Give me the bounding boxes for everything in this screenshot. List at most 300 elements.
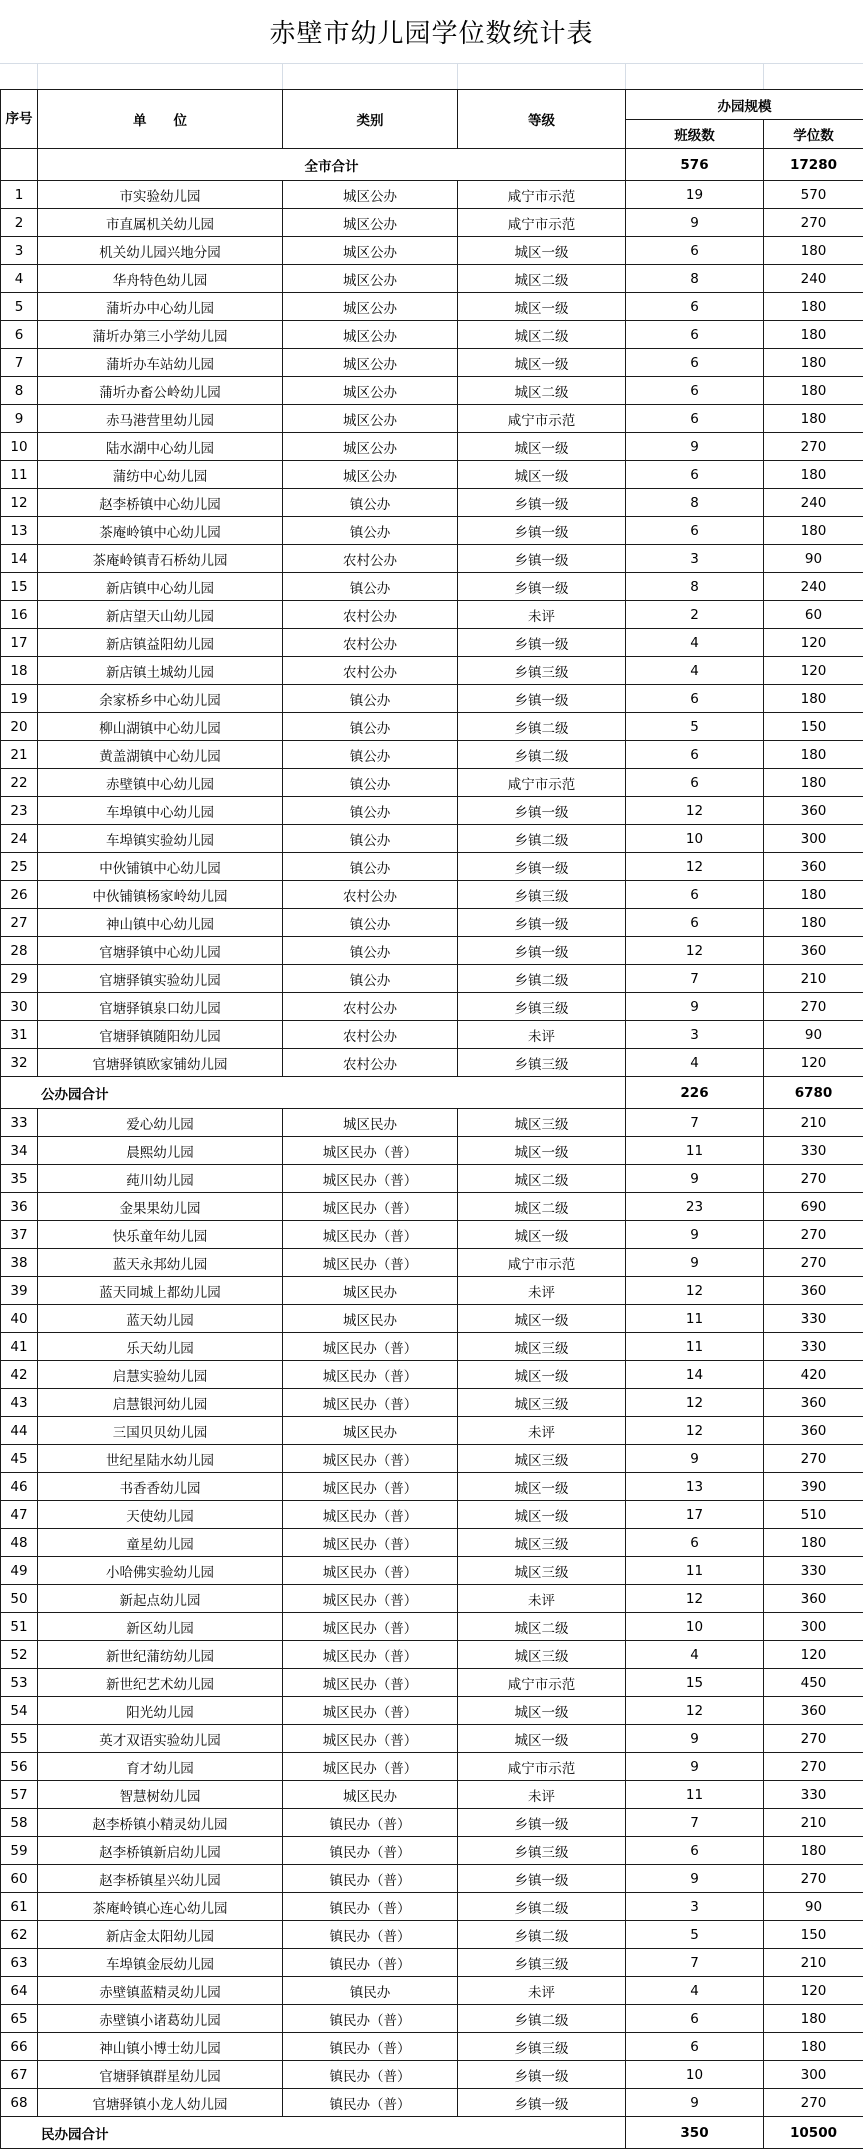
cell-seq: 21: [1, 741, 38, 769]
cell-seats: 330: [764, 1305, 863, 1333]
cell-seats: 180: [764, 517, 863, 545]
cell-seq: 8: [1, 377, 38, 405]
cell-unit: 天使幼儿园: [38, 1501, 283, 1529]
table-row: [1, 293, 863, 321]
cell-seq: 49: [1, 1557, 38, 1585]
cell-seats: 240: [764, 489, 863, 517]
table-row: [1, 657, 863, 685]
cell-seq: 65: [1, 2005, 38, 2033]
cell-seq: 2: [1, 209, 38, 237]
table-row: [1, 1417, 863, 1445]
cell-unit: 晨熙幼儿园: [38, 1137, 283, 1165]
cell-level: 乡镇三级: [458, 1949, 626, 1977]
table-row: [1, 1221, 863, 1249]
cell-seq: 19: [1, 685, 38, 713]
cell-unit: 市实验幼儿园: [38, 181, 283, 209]
private-total-row-label: 民办园合计: [1, 2117, 626, 2149]
cell-classes: 14: [626, 1361, 764, 1389]
cell-classes: 9: [626, 993, 764, 1021]
cell-type: 城区民办（普）: [283, 1445, 458, 1473]
cell-type: 农村公办: [283, 657, 458, 685]
cell-type: 农村公办: [283, 881, 458, 909]
cell-seats: 60: [764, 601, 863, 629]
cell-classes: 4: [626, 1977, 764, 2005]
cell-seats: 180: [764, 2005, 863, 2033]
cell-level: 乡镇一级: [458, 1865, 626, 1893]
cell-seats: 120: [764, 657, 863, 685]
cell-classes: 9: [626, 1725, 764, 1753]
city-total-row: [1, 149, 863, 181]
cell-unit: 官塘驿镇中心幼儿园: [38, 937, 283, 965]
cell-level: 城区一级: [458, 293, 626, 321]
table-row: [1, 1613, 863, 1641]
cell-seats: 690: [764, 1193, 863, 1221]
cell-classes: 10: [626, 1613, 764, 1641]
table-row: [1, 2089, 863, 2117]
cell-seq: 25: [1, 853, 38, 881]
cell-classes: 13: [626, 1473, 764, 1501]
cell-unit: 赤壁镇中心幼儿园: [38, 769, 283, 797]
table-row: [1, 2005, 863, 2033]
cell-type: 镇民办（普）: [283, 2033, 458, 2061]
cell-level: 城区一级: [458, 1221, 626, 1249]
cell-seats: 420: [764, 1361, 863, 1389]
public-total-row: [1, 1077, 863, 1109]
cell-unit: 官塘驿镇实验幼儿园: [38, 965, 283, 993]
cell-level: 未评: [458, 601, 626, 629]
cell-seq: 17: [1, 629, 38, 657]
cell-seats: 360: [764, 1389, 863, 1417]
cell-seats: 240: [764, 265, 863, 293]
cell-classes: 6: [626, 909, 764, 937]
table-row: [1, 1193, 863, 1221]
cell-classes: 11: [626, 1333, 764, 1361]
cell-unit: 官塘驿镇群星幼儿园: [38, 2061, 283, 2089]
cell-classes: 10: [626, 2061, 764, 2089]
cell-level: 咸宁市示范: [458, 209, 626, 237]
table-row: [1, 965, 863, 993]
cell-level: 城区三级: [458, 1557, 626, 1585]
cell-unit: 新店金太阳幼儿园: [38, 1921, 283, 1949]
cell-unit: 中伙铺镇中心幼儿园: [38, 853, 283, 881]
cell-unit: 新起点幼儿园: [38, 1585, 283, 1613]
cell-seq: 60: [1, 1865, 38, 1893]
table-row: [1, 685, 863, 713]
cell-level: 乡镇二级: [458, 825, 626, 853]
table-row: [1, 265, 863, 293]
cell-unit: 蒲圻办中心幼儿园: [38, 293, 283, 321]
cell-type: 镇民办（普）: [283, 2061, 458, 2089]
cell-type: 镇公办: [283, 517, 458, 545]
cell-unit: 陆水湖中心幼儿园: [38, 433, 283, 461]
cell-seq: 61: [1, 1893, 38, 1921]
public-total-row-classes: 226: [626, 1077, 764, 1109]
cell-seats: 180: [764, 909, 863, 937]
table-row: [1, 1753, 863, 1781]
cell-seq: 58: [1, 1809, 38, 1837]
cell-seats: 330: [764, 1333, 863, 1361]
cell-classes: 6: [626, 517, 764, 545]
cell-seats: 210: [764, 1949, 863, 1977]
cell-seats: 150: [764, 713, 863, 741]
cell-seats: 360: [764, 853, 863, 881]
cell-classes: 9: [626, 433, 764, 461]
cell-seats: 180: [764, 685, 863, 713]
cell-type: 城区公办: [283, 265, 458, 293]
cell-seq: 14: [1, 545, 38, 573]
cell-seq: 33: [1, 1109, 38, 1137]
cell-level: 乡镇二级: [458, 1893, 626, 1921]
cell-unit: 神山镇中心幼儿园: [38, 909, 283, 937]
cell-type: 城区民办: [283, 1781, 458, 1809]
cell-seq: 6: [1, 321, 38, 349]
cell-type: 镇公办: [283, 769, 458, 797]
cell-seats: 180: [764, 405, 863, 433]
cell-type: 镇公办: [283, 489, 458, 517]
cell-classes: 7: [626, 1109, 764, 1137]
cell-type: 镇公办: [283, 825, 458, 853]
cell-unit: 赵李桥镇小精灵幼儿园: [38, 1809, 283, 1837]
cell-classes: 15: [626, 1669, 764, 1697]
cell-level: 乡镇三级: [458, 2033, 626, 2061]
spacer-cell: [625, 63, 764, 89]
table-row: [1, 1809, 863, 1837]
cell-type: 城区公办: [283, 377, 458, 405]
cell-unit: 爱心幼儿园: [38, 1109, 283, 1137]
cell-type: 农村公办: [283, 1021, 458, 1049]
cell-type: 镇公办: [283, 685, 458, 713]
cell-seats: 180: [764, 237, 863, 265]
table-row: [1, 1473, 863, 1501]
cell-type: 城区公办: [283, 321, 458, 349]
table-row: [1, 881, 863, 909]
cell-level: 未评: [458, 1417, 626, 1445]
cell-level: 乡镇二级: [458, 965, 626, 993]
cell-unit: 新店望天山幼儿园: [38, 601, 283, 629]
cell-level: 咸宁市示范: [458, 1669, 626, 1697]
table-row: [1, 1361, 863, 1389]
cell-unit: 蒲圻办第三小学幼儿园: [38, 321, 283, 349]
cell-classes: 12: [626, 1417, 764, 1445]
cell-unit: 新世纪艺术幼儿园: [38, 1669, 283, 1697]
spacer-cell: [457, 63, 626, 89]
cell-seq: 12: [1, 489, 38, 517]
cell-seats: 510: [764, 1501, 863, 1529]
cell-unit: 赵李桥镇中心幼儿园: [38, 489, 283, 517]
table-row: [1, 405, 863, 433]
cell-level: 城区一级: [458, 1501, 626, 1529]
table-row: [1, 993, 863, 1021]
cell-unit: 赤马港营里幼儿园: [38, 405, 283, 433]
cell-classes: 3: [626, 1893, 764, 1921]
cell-unit: 新店镇土城幼儿园: [38, 657, 283, 685]
stats-table: [0, 89, 863, 2149]
cell-level: 城区一级: [458, 1137, 626, 1165]
cell-classes: 6: [626, 461, 764, 489]
cell-level: 乡镇二级: [458, 2005, 626, 2033]
cell-seq: 68: [1, 2089, 38, 2117]
cell-seq: 9: [1, 405, 38, 433]
table-row: [1, 1021, 863, 1049]
cell-classes: 11: [626, 1305, 764, 1333]
cell-seq: 18: [1, 657, 38, 685]
cell-seq: 51: [1, 1613, 38, 1641]
table-row: [1, 1725, 863, 1753]
cell-level: 城区一级: [458, 1697, 626, 1725]
spacer-cell: [0, 63, 38, 89]
empty-cell: [1, 149, 38, 181]
cell-seq: 5: [1, 293, 38, 321]
table-row: [1, 769, 863, 797]
table-row: [1, 1585, 863, 1613]
cell-classes: 4: [626, 1641, 764, 1669]
cell-seq: 1: [1, 181, 38, 209]
cell-seq: 39: [1, 1277, 38, 1305]
cell-level: 乡镇一级: [458, 853, 626, 881]
cell-seats: 90: [764, 1893, 863, 1921]
table-row: [1, 1333, 863, 1361]
cell-type: 城区民办（普）: [283, 1473, 458, 1501]
cell-level: 城区一级: [458, 433, 626, 461]
cell-seats: 270: [764, 209, 863, 237]
table-row: [1, 461, 863, 489]
cell-seq: 36: [1, 1193, 38, 1221]
cell-type: 镇公办: [283, 573, 458, 601]
cell-unit: 市直属机关幼儿园: [38, 209, 283, 237]
cell-unit: 新世纪蒲纺幼儿园: [38, 1641, 283, 1669]
cell-seats: 210: [764, 965, 863, 993]
cell-classes: 4: [626, 657, 764, 685]
cell-type: 城区公办: [283, 405, 458, 433]
cell-seq: 37: [1, 1221, 38, 1249]
cell-type: 镇公办: [283, 909, 458, 937]
cell-seats: 180: [764, 293, 863, 321]
cell-seq: 11: [1, 461, 38, 489]
cell-seats: 180: [764, 769, 863, 797]
cell-level: 乡镇三级: [458, 993, 626, 1021]
cell-type: 城区民办（普）: [283, 1557, 458, 1585]
table-row: [1, 1697, 863, 1725]
table-row: [1, 825, 863, 853]
cell-level: 乡镇一级: [458, 937, 626, 965]
cell-classes: 6: [626, 377, 764, 405]
cell-level: 城区一级: [458, 1473, 626, 1501]
cell-seats: 240: [764, 573, 863, 601]
cell-type: 城区民办: [283, 1305, 458, 1333]
table-row: [1, 1949, 863, 1977]
cell-seats: 120: [764, 1049, 863, 1077]
cell-type: 城区民办（普）: [283, 1613, 458, 1641]
cell-unit: 蒲圻办畜公岭幼儿园: [38, 377, 283, 405]
table-row: [1, 1501, 863, 1529]
cell-type: 城区民办（普）: [283, 1249, 458, 1277]
cell-type: 城区民办（普）: [283, 1725, 458, 1753]
cell-classes: 9: [626, 1221, 764, 1249]
cell-seq: 31: [1, 1021, 38, 1049]
cell-classes: 3: [626, 545, 764, 573]
cell-type: 城区民办: [283, 1417, 458, 1445]
table-row: [1, 1641, 863, 1669]
cell-level: 城区三级: [458, 1529, 626, 1557]
cell-seats: 270: [764, 1725, 863, 1753]
title-text: 赤壁市幼儿园学位数统计表: [269, 19, 594, 49]
cell-seats: 270: [764, 1165, 863, 1193]
cell-level: 乡镇三级: [458, 881, 626, 909]
cell-seq: 20: [1, 713, 38, 741]
cell-seq: 59: [1, 1837, 38, 1865]
cell-level: 城区一级: [458, 461, 626, 489]
cell-level: 城区三级: [458, 1445, 626, 1473]
cell-seq: 38: [1, 1249, 38, 1277]
cell-level: 城区一级: [458, 1725, 626, 1753]
table-row: [1, 237, 863, 265]
cell-type: 农村公办: [283, 601, 458, 629]
cell-unit: 新区幼儿园: [38, 1613, 283, 1641]
table-row: [1, 321, 863, 349]
cell-type: 镇公办: [283, 965, 458, 993]
cell-seq: 28: [1, 937, 38, 965]
cell-seats: 180: [764, 461, 863, 489]
cell-unit: 车埠镇实验幼儿园: [38, 825, 283, 853]
cell-level: 乡镇一级: [458, 2089, 626, 2117]
cell-seats: 120: [764, 1977, 863, 2005]
cell-seats: 180: [764, 349, 863, 377]
cell-unit: 智慧树幼儿园: [38, 1781, 283, 1809]
cell-unit: 蓝天永邦幼儿园: [38, 1249, 283, 1277]
cell-seq: 23: [1, 797, 38, 825]
cell-unit: 三国贝贝幼儿园: [38, 1417, 283, 1445]
cell-classes: 6: [626, 881, 764, 909]
table-row: [1, 1049, 863, 1077]
cell-type: 镇民办（普）: [283, 1949, 458, 1977]
cell-seq: 32: [1, 1049, 38, 1077]
cell-seats: 120: [764, 629, 863, 657]
cell-level: 乡镇三级: [458, 657, 626, 685]
cell-unit: 世纪星陆水幼儿园: [38, 1445, 283, 1473]
cell-seq: 52: [1, 1641, 38, 1669]
cell-type: 农村公办: [283, 1049, 458, 1077]
cell-type: 镇民办（普）: [283, 1837, 458, 1865]
cell-seats: 360: [764, 937, 863, 965]
table-row: [1, 1837, 863, 1865]
cell-seats: 450: [764, 1669, 863, 1697]
cell-seats: 180: [764, 741, 863, 769]
cell-seq: 57: [1, 1781, 38, 1809]
cell-type: 镇公办: [283, 741, 458, 769]
cell-level: 城区一级: [458, 1361, 626, 1389]
cell-classes: 10: [626, 825, 764, 853]
cell-unit: 赤壁镇小诸葛幼儿园: [38, 2005, 283, 2033]
cell-level: 未评: [458, 1021, 626, 1049]
table-row: [1, 909, 863, 937]
cell-unit: 中伙铺镇杨家岭幼儿园: [38, 881, 283, 909]
table-row: [1, 209, 863, 237]
cell-level: 咸宁市示范: [458, 181, 626, 209]
table-row: [1, 349, 863, 377]
cell-seats: 360: [764, 1585, 863, 1613]
table-row: [1, 1137, 863, 1165]
cell-classes: 6: [626, 1837, 764, 1865]
cell-seq: 44: [1, 1417, 38, 1445]
cell-seq: 30: [1, 993, 38, 1021]
cell-level: 未评: [458, 1585, 626, 1613]
cell-classes: 5: [626, 713, 764, 741]
cell-unit: 莼川幼儿园: [38, 1165, 283, 1193]
cell-classes: 7: [626, 1809, 764, 1837]
cell-seq: 41: [1, 1333, 38, 1361]
cell-classes: 11: [626, 1137, 764, 1165]
cell-type: 农村公办: [283, 993, 458, 1021]
cell-seats: 210: [764, 1109, 863, 1137]
table-row: [1, 937, 863, 965]
header-level: 等级: [458, 90, 626, 149]
cell-unit: 官塘驿镇欧家铺幼儿园: [38, 1049, 283, 1077]
table-row: [1, 741, 863, 769]
cell-seats: 300: [764, 825, 863, 853]
cell-classes: 8: [626, 573, 764, 601]
header-classes: 班级数: [626, 120, 764, 149]
cell-classes: 6: [626, 1529, 764, 1557]
cell-type: 镇民办: [283, 1977, 458, 2005]
table-row: [1, 797, 863, 825]
cell-level: 城区三级: [458, 1641, 626, 1669]
cell-classes: 17: [626, 1501, 764, 1529]
cell-level: 乡镇一级: [458, 909, 626, 937]
cell-unit: 启慧银河幼儿园: [38, 1389, 283, 1417]
cell-seq: 13: [1, 517, 38, 545]
cell-seats: 180: [764, 1837, 863, 1865]
cell-seq: 24: [1, 825, 38, 853]
cell-seats: 570: [764, 181, 863, 209]
cell-unit: 机关幼儿园兴地分园: [38, 237, 283, 265]
cell-classes: 12: [626, 1585, 764, 1613]
cell-unit: 赵李桥镇星兴幼儿园: [38, 1865, 283, 1893]
cell-level: 未评: [458, 1781, 626, 1809]
cell-unit: 英才双语实验幼儿园: [38, 1725, 283, 1753]
table-row: [1, 1249, 863, 1277]
cell-level: 城区二级: [458, 1165, 626, 1193]
table-row: [1, 545, 863, 573]
cell-type: 城区民办（普）: [283, 1641, 458, 1669]
cell-type: 城区民办（普）: [283, 1221, 458, 1249]
cell-seats: 270: [764, 1249, 863, 1277]
cell-unit: 书香香幼儿园: [38, 1473, 283, 1501]
cell-seq: 62: [1, 1921, 38, 1949]
cell-type: 城区民办（普）: [283, 1361, 458, 1389]
cell-type: 城区民办（普）: [283, 1333, 458, 1361]
cell-seats: 90: [764, 545, 863, 573]
cell-level: 乡镇二级: [458, 741, 626, 769]
table-row: [1, 1165, 863, 1193]
cell-classes: 4: [626, 1049, 764, 1077]
cell-seats: 180: [764, 1529, 863, 1557]
table-row: [1, 1277, 863, 1305]
cell-classes: 6: [626, 741, 764, 769]
cell-level: 咸宁市示范: [458, 1753, 626, 1781]
cell-unit: 茶庵岭镇青石桥幼儿园: [38, 545, 283, 573]
cell-unit: 车埠镇金辰幼儿园: [38, 1949, 283, 1977]
cell-classes: 12: [626, 1389, 764, 1417]
cell-seats: 270: [764, 1753, 863, 1781]
cell-seq: 15: [1, 573, 38, 601]
cell-type: 城区民办（普）: [283, 1165, 458, 1193]
cell-classes: 12: [626, 937, 764, 965]
cell-seats: 360: [764, 1417, 863, 1445]
cell-seq: 47: [1, 1501, 38, 1529]
table-row: [1, 1109, 863, 1137]
table-row: [1, 181, 863, 209]
cell-seq: 10: [1, 433, 38, 461]
